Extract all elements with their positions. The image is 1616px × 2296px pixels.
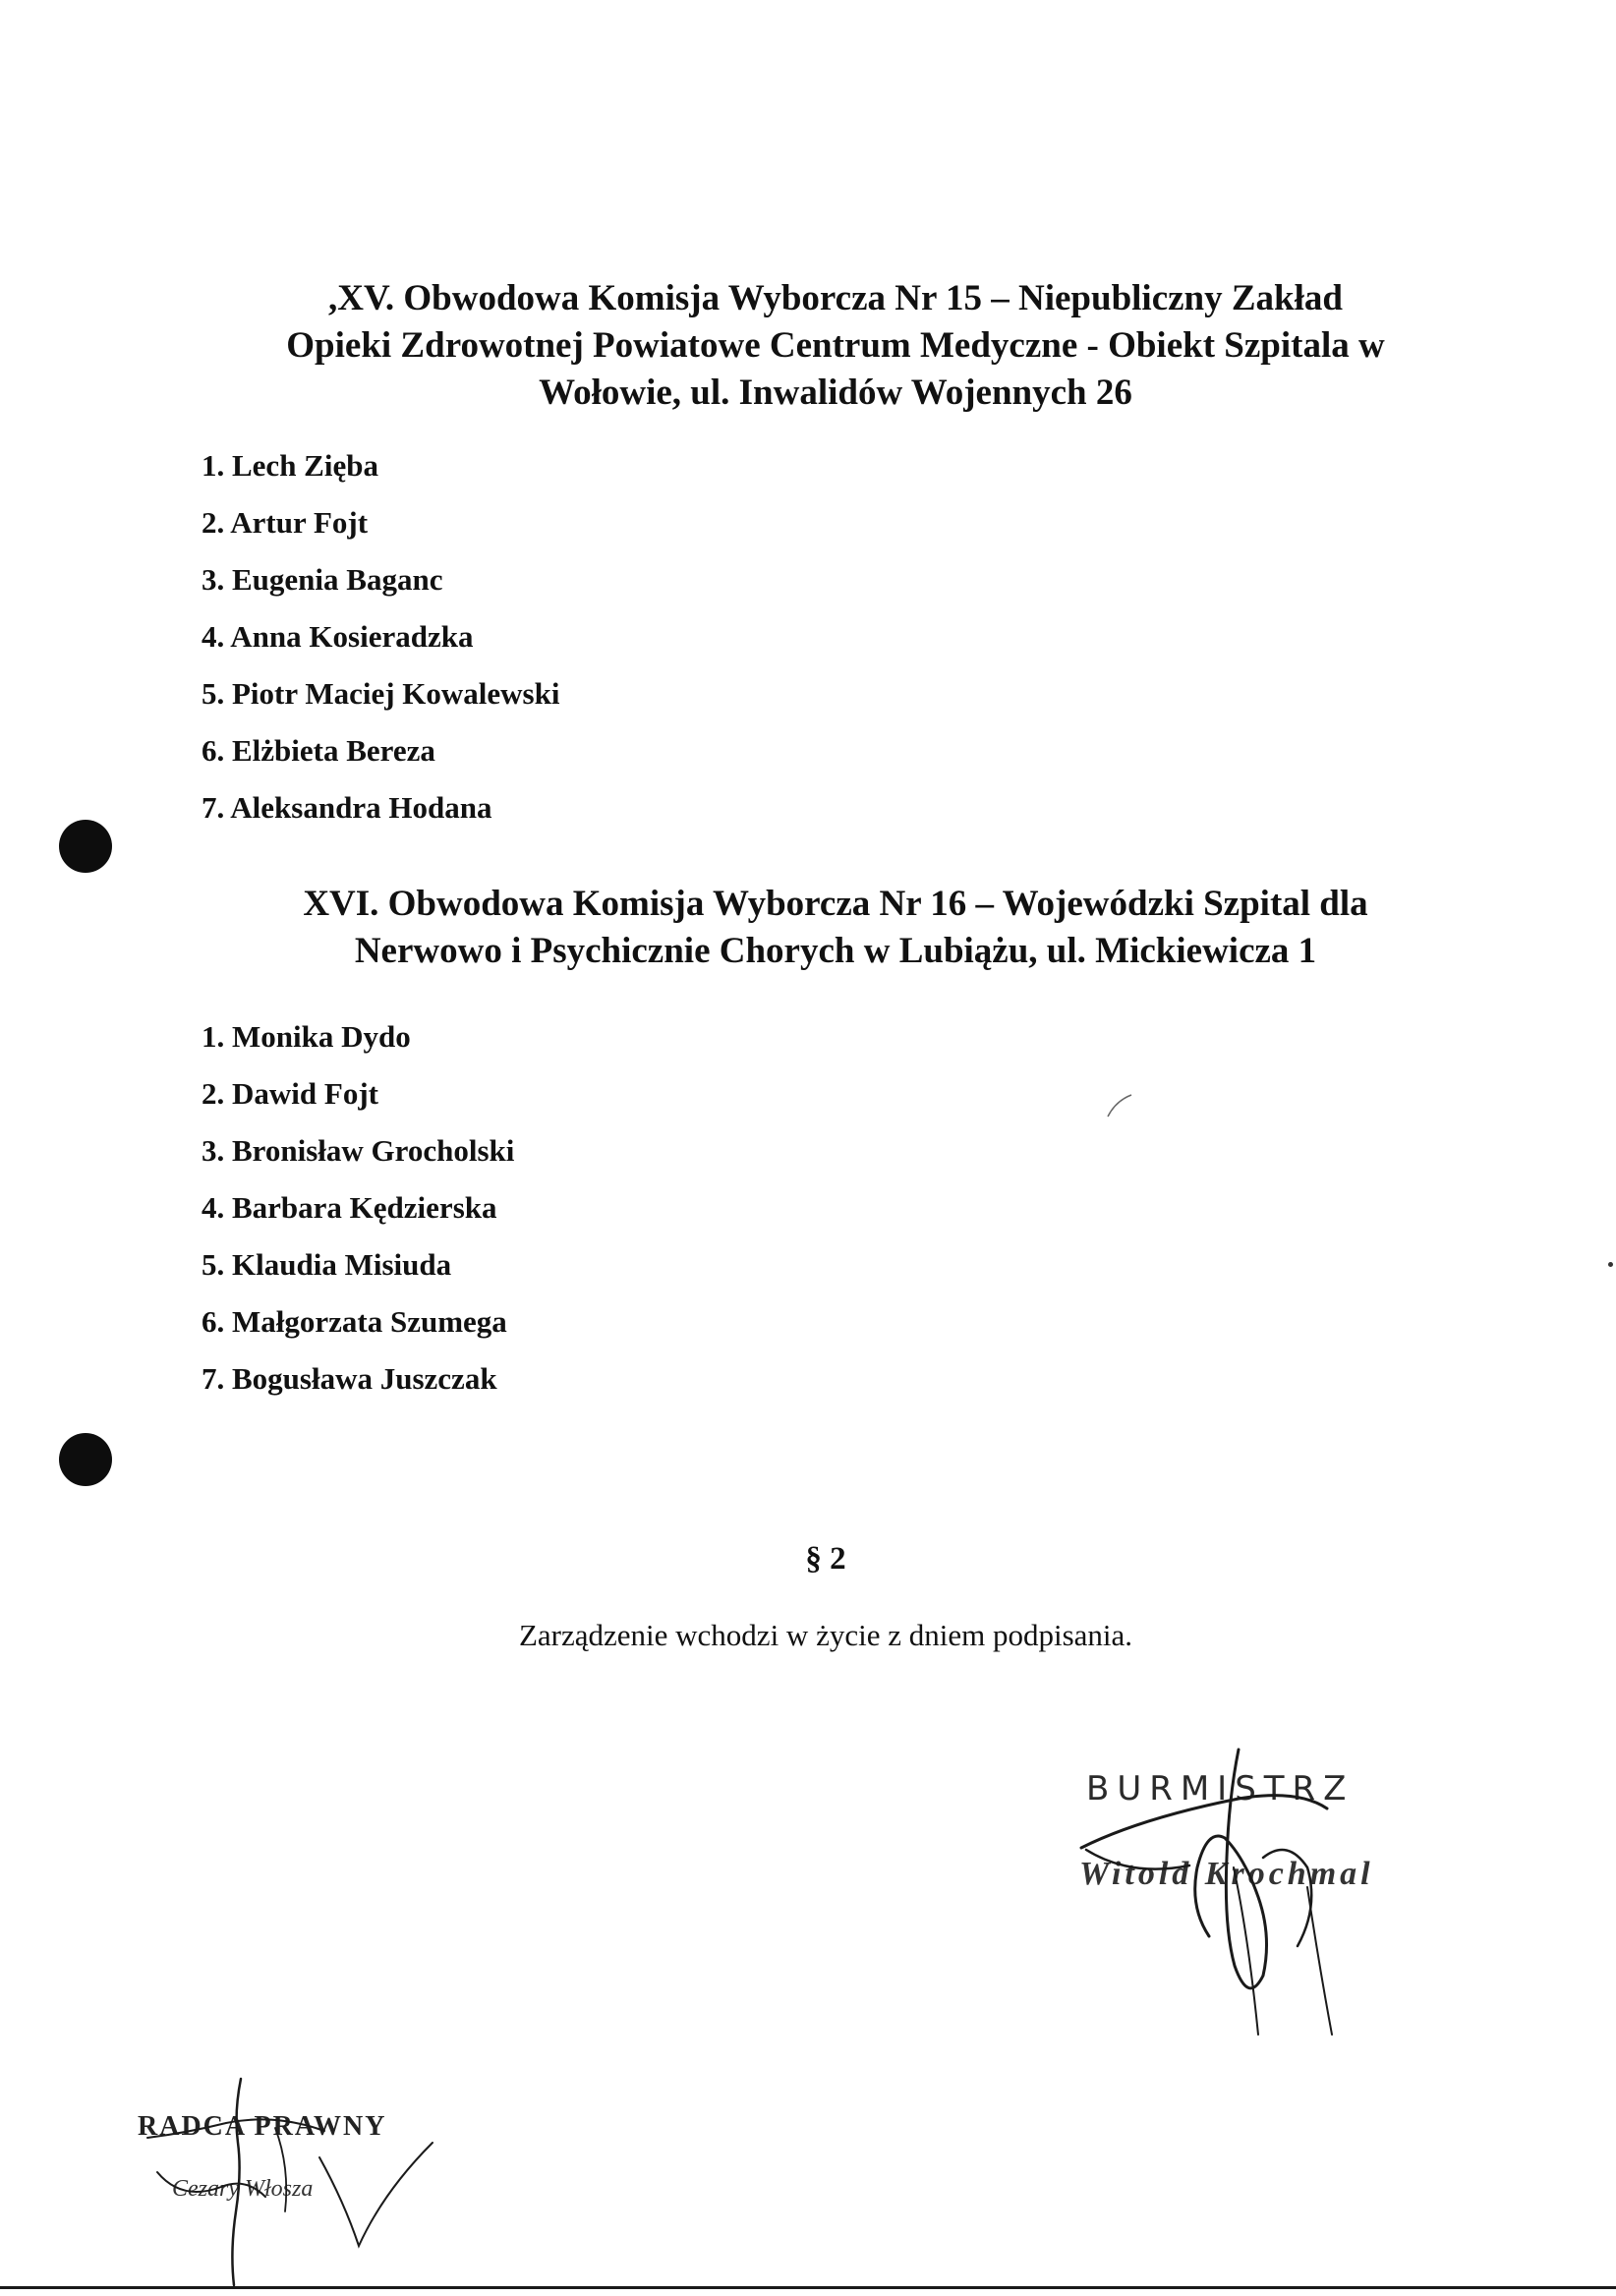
list-item: 4. Anna Kosieradzka <box>202 619 474 654</box>
list-item: 5. Klaudia Misiuda <box>202 1247 452 1282</box>
list-item: 3. Bronisław Grocholski <box>202 1133 515 1168</box>
mayor-stamp-title: BURMISTRZ <box>1086 1769 1355 1808</box>
section-heading-xvi <box>226 881 1445 975</box>
closing-statement: Zarządzenie wchodzi w życie z dniem podpisania. <box>518 1618 1133 1652</box>
member-list-xvi <box>202 1008 514 1407</box>
page-bottom-edge <box>0 2286 1616 2289</box>
counsel-stamp-title: RADCA PRAWNY <box>138 2111 387 2142</box>
list-item: 7. Bogusława Juszczak <box>202 1361 497 1396</box>
list-item: 6. Elżbieta Bereza <box>202 733 435 768</box>
punch-hole <box>59 1433 112 1486</box>
list-item: 1. Lech Zięba <box>202 448 378 483</box>
heading-line: ,XV. Obwodowa Komisja Wyborcza Nr 15 – Niepubliczny Zakład <box>327 278 1343 318</box>
list-item: 7. Aleksandra Hodana <box>202 790 492 825</box>
mayor-stamp-name: Witold Krochmal <box>1079 1856 1374 1892</box>
list-item: 5. Piotr Maciej Kowalewski <box>202 676 560 711</box>
list-item: 2. Artur Fojt <box>202 505 369 540</box>
pen-mark-icon <box>1106 1091 1135 1120</box>
list-item: 1. Monika Dydo <box>202 1019 411 1054</box>
counsel-signature-icon <box>128 2074 462 2290</box>
counsel-stamp-name: Cezary Włosza <box>172 2176 314 2202</box>
heading-line: XVI. Obwodowa Komisja Wyborcza Nr 16 – Wojewódzki Szpital dla <box>303 884 1368 924</box>
punch-hole <box>59 820 112 873</box>
list-item: 2. Dawid Fojt <box>202 1076 378 1111</box>
member-list-xv <box>202 437 559 836</box>
list-item: 3. Eugenia Baganc <box>202 562 443 597</box>
list-item: 6. Małgorzata Szumega <box>202 1304 507 1339</box>
mayor-signature-icon <box>1062 1740 1376 2044</box>
heading-line: Opieki Zdrowotnej Powiatowe Centrum Medyczne - Obiekt Szpitala w <box>286 325 1385 366</box>
section-heading-xv <box>226 275 1445 417</box>
paragraph-mark: § 2 <box>805 1541 846 1577</box>
heading-line: Nerwowo i Psychicznie Chorych w Lubiążu, ul. Mickiewicza 1 <box>354 931 1317 971</box>
heading-line: Wołowie, ul. Inwalidów Wojennych 26 <box>539 373 1132 413</box>
scan-speck <box>1608 1262 1613 1267</box>
list-item: 4. Barbara Kędzierska <box>202 1190 497 1225</box>
